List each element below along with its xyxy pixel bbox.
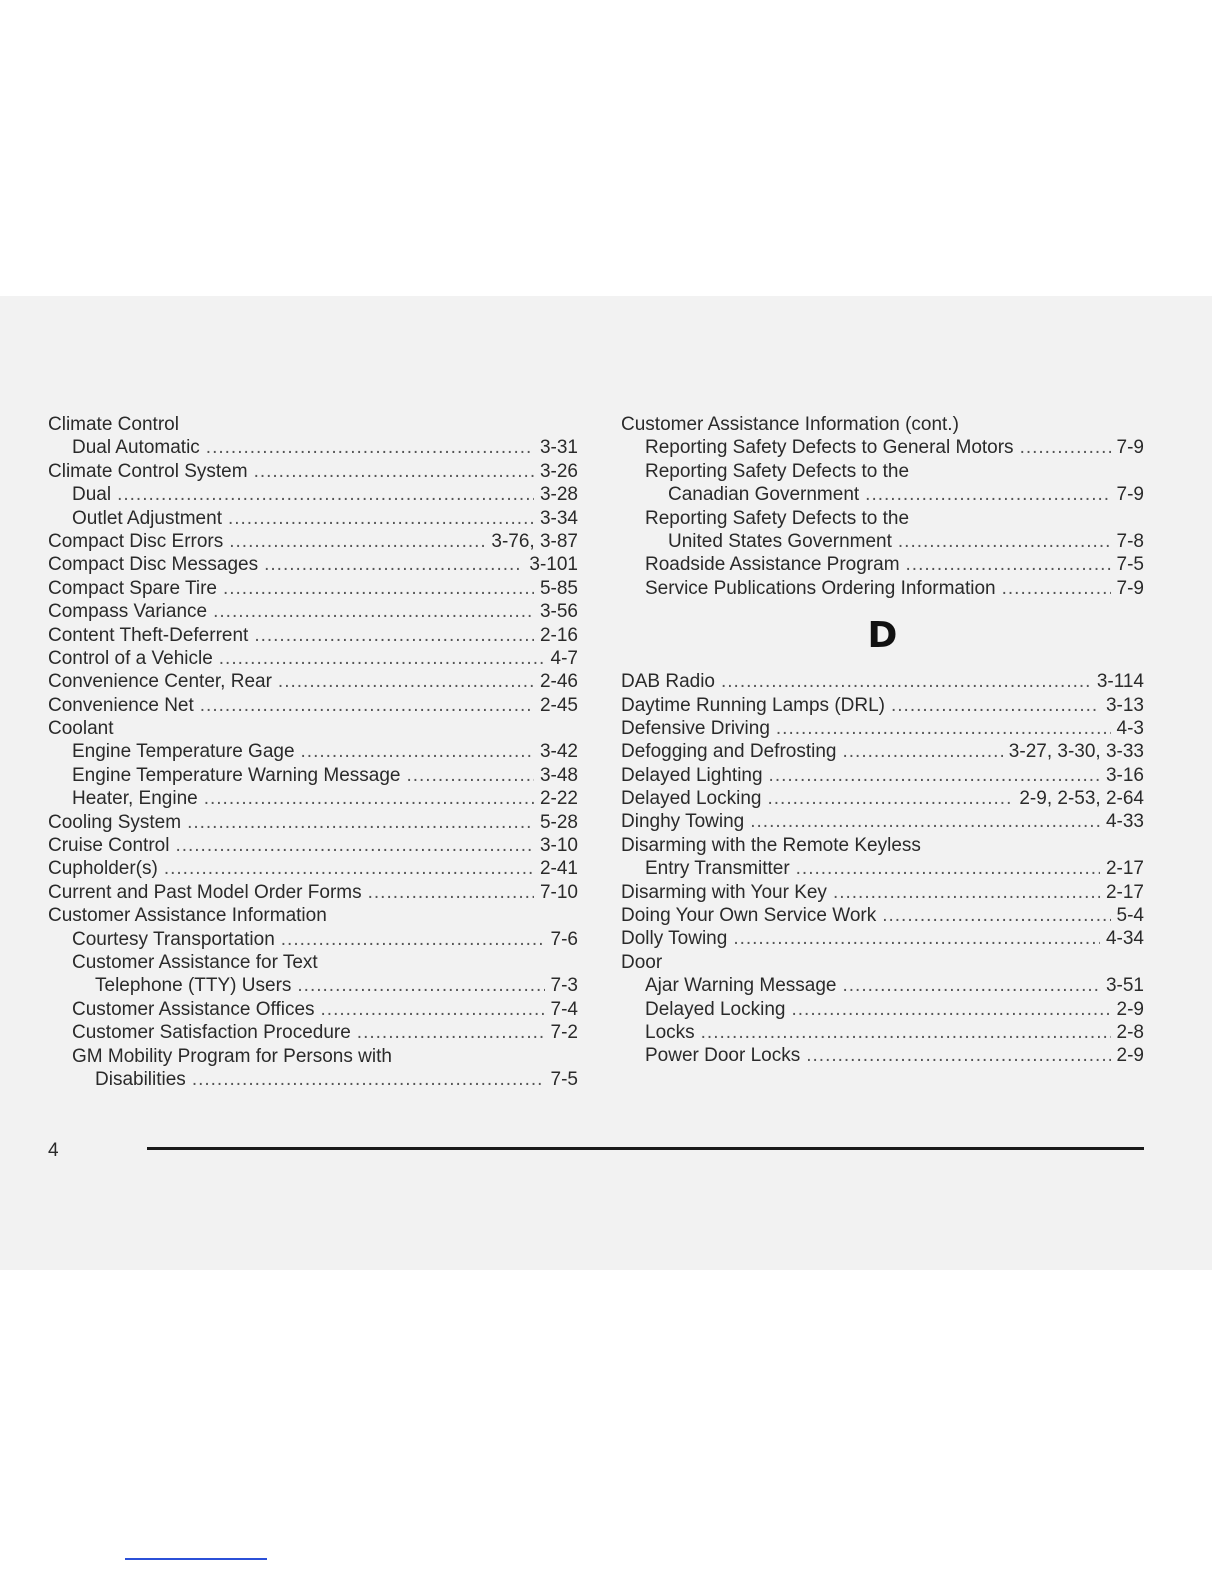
entry-label: Door bbox=[621, 951, 663, 973]
entry-label: Content Theft-Deferrent bbox=[48, 624, 249, 646]
index-entry bbox=[48, 460, 578, 483]
entry-page-reference: 7-5 bbox=[550, 1068, 578, 1090]
index-entry bbox=[621, 904, 1144, 927]
entry-label: Customer Satisfaction Procedure bbox=[72, 1022, 351, 1044]
entry-label: Reporting Safety Defects to the bbox=[645, 460, 910, 482]
bottom-link-underline bbox=[125, 1558, 267, 1560]
dot-leader bbox=[806, 1044, 1110, 1067]
dot-leader bbox=[278, 670, 534, 693]
index-entry bbox=[48, 694, 578, 717]
entry-label: Defogging and Defrosting bbox=[621, 741, 837, 763]
entry-page-reference: 3-56 bbox=[539, 601, 578, 623]
entry-page-reference: 2-17 bbox=[1105, 858, 1144, 880]
index-group-d bbox=[621, 670, 1144, 1068]
dot-leader bbox=[206, 436, 534, 459]
entry-label: Compact Spare Tire bbox=[48, 577, 217, 599]
entry-label: Cupholder(s) bbox=[48, 858, 158, 880]
entry-label: Telephone (TTY) Users bbox=[95, 975, 292, 997]
entry-label: Doing Your Own Service Work bbox=[621, 905, 877, 927]
dot-leader bbox=[701, 1021, 1111, 1044]
entry-page-reference: 2-45 bbox=[539, 694, 578, 716]
index-group-customer-assistance bbox=[621, 413, 1144, 600]
dot-leader bbox=[228, 507, 534, 530]
entry-page-reference: 3-27, 3-30, 3-33 bbox=[1008, 741, 1144, 763]
entry-label: Compact Disc Messages bbox=[48, 554, 259, 576]
index-entry bbox=[48, 717, 578, 740]
index-entry bbox=[48, 998, 578, 1021]
entry-page-reference: 2-46 bbox=[539, 671, 578, 693]
entry-label: Dual bbox=[72, 484, 112, 506]
entry-page-reference: 7-5 bbox=[1116, 554, 1144, 576]
entry-label: Customer Assistance Information (cont.) bbox=[621, 414, 959, 435]
entry-label: Compact Disc Errors bbox=[48, 530, 224, 552]
entry-label: Cruise Control bbox=[48, 835, 170, 857]
entry-label: Disabilities bbox=[95, 1068, 186, 1090]
index-entry bbox=[48, 787, 578, 810]
index-entry bbox=[48, 553, 578, 576]
dot-leader bbox=[796, 857, 1100, 880]
index-entry bbox=[621, 834, 1144, 857]
entry-label: Climate Control System bbox=[48, 460, 248, 482]
entry-page-reference: 3-16 bbox=[1105, 764, 1144, 786]
entry-page-reference: 3-34 bbox=[539, 507, 578, 529]
entry-page-reference: 7-3 bbox=[550, 975, 578, 997]
index-entry bbox=[621, 553, 1144, 576]
index-entry bbox=[621, 413, 1144, 436]
entry-page-reference: 7-4 bbox=[550, 998, 578, 1020]
index-entry bbox=[621, 951, 1144, 974]
entry-label: Coolant bbox=[48, 718, 114, 740]
dot-leader bbox=[213, 600, 534, 623]
entry-page-reference: 3-48 bbox=[539, 764, 578, 786]
entry-label: Entry Transmitter bbox=[645, 858, 790, 880]
entry-label: Heater, Engine bbox=[72, 788, 198, 810]
entry-label: Engine Temperature Gage bbox=[72, 741, 295, 763]
entry-page-reference: 3-42 bbox=[539, 741, 578, 763]
entry-label: Defensive Driving bbox=[621, 717, 770, 739]
index-entry bbox=[621, 483, 1144, 506]
entry-page-reference: 5-4 bbox=[1116, 905, 1144, 927]
index-entry bbox=[621, 974, 1144, 997]
entry-label: United States Government bbox=[668, 530, 892, 552]
entry-page-reference: 2-41 bbox=[539, 858, 578, 880]
entry-page-reference: 3-10 bbox=[539, 835, 578, 857]
dot-leader bbox=[865, 483, 1110, 506]
entry-page-reference: 3-101 bbox=[529, 554, 578, 576]
entry-page-reference: 2-9 bbox=[1116, 998, 1144, 1020]
entry-label: Delayed Locking bbox=[645, 998, 786, 1020]
dot-leader bbox=[254, 624, 534, 647]
entry-page-reference: 3-26 bbox=[539, 460, 578, 482]
entry-page-reference: 7-6 bbox=[550, 928, 578, 950]
entry-label: Dinghy Towing bbox=[621, 811, 745, 833]
index-column-left bbox=[48, 413, 578, 1091]
entry-label: Control of a Vehicle bbox=[48, 647, 213, 669]
entry-page-reference: 5-85 bbox=[539, 577, 578, 599]
entry-label: Locks bbox=[645, 1021, 695, 1043]
dot-leader bbox=[321, 998, 545, 1021]
dot-leader bbox=[891, 694, 1100, 717]
index-entry bbox=[48, 577, 578, 600]
entry-label: Engine Temperature Warning Message bbox=[72, 764, 401, 786]
entry-label: Cooling System bbox=[48, 811, 182, 833]
dot-leader bbox=[1002, 577, 1111, 600]
index-entry bbox=[621, 764, 1144, 787]
section-letter-heading: D bbox=[867, 614, 898, 656]
index-entry bbox=[48, 951, 578, 974]
index-entry bbox=[48, 413, 578, 436]
index-entry bbox=[48, 436, 578, 459]
entry-page-reference: 3-114 bbox=[1096, 671, 1144, 693]
entry-label: Ajar Warning Message bbox=[645, 975, 837, 997]
index-entry bbox=[621, 787, 1144, 810]
entry-label: Convenience Net bbox=[48, 694, 194, 716]
entry-page-reference: 3-31 bbox=[539, 437, 578, 459]
entry-label: Delayed Locking bbox=[621, 788, 762, 810]
entry-label: Service Publications Ordering Information bbox=[645, 577, 996, 599]
dot-leader bbox=[281, 928, 545, 951]
index-entry bbox=[621, 670, 1144, 693]
index-entry bbox=[621, 717, 1144, 740]
entry-page-reference: 5-28 bbox=[539, 811, 578, 833]
index-entry bbox=[621, 694, 1144, 717]
entry-label: Reporting Safety Defects to the bbox=[645, 507, 910, 529]
entry-label: Customer Assistance Offices bbox=[72, 998, 315, 1020]
dot-leader bbox=[204, 787, 534, 810]
entry-label: Courtesy Transportation bbox=[72, 928, 275, 950]
entry-label: Canadian Government bbox=[668, 484, 860, 506]
entry-label: Climate Control bbox=[48, 414, 179, 435]
dot-leader bbox=[767, 787, 1013, 810]
entry-label: Reporting Safety Defects to General Motors bbox=[645, 437, 1014, 459]
entry-label: Daytime Running Lamps (DRL) bbox=[621, 694, 885, 716]
index-entry bbox=[621, 998, 1144, 1021]
dot-leader bbox=[368, 881, 534, 904]
index-entry bbox=[621, 881, 1144, 904]
index-entry bbox=[48, 647, 578, 670]
index-column-right bbox=[621, 413, 1144, 1068]
entry-page-reference: 2-16 bbox=[539, 624, 578, 646]
index-entry bbox=[621, 857, 1144, 880]
entry-label: Disarming with Your Key bbox=[621, 881, 827, 903]
index-entry bbox=[48, 530, 578, 553]
index-entry bbox=[621, 1021, 1144, 1044]
entry-label: Customer Assistance for Text bbox=[72, 951, 318, 973]
index-entry bbox=[48, 507, 578, 530]
entry-label: Roadside Assistance Program bbox=[645, 554, 900, 576]
index-entry bbox=[621, 1044, 1144, 1067]
index-entry bbox=[621, 436, 1144, 459]
index-entry bbox=[48, 764, 578, 787]
index-entry bbox=[621, 810, 1144, 833]
entry-label: GM Mobility Program for Persons with bbox=[72, 1045, 392, 1067]
entry-page-reference: 4-34 bbox=[1105, 928, 1144, 950]
index-entry bbox=[48, 928, 578, 951]
entry-page-reference: 7-9 bbox=[1116, 577, 1144, 599]
dot-leader bbox=[357, 1021, 545, 1044]
entry-page-reference: 2-22 bbox=[539, 788, 578, 810]
dot-leader bbox=[264, 553, 523, 576]
entry-label: Disarming with the Remote Keyless bbox=[621, 834, 921, 856]
index-entry bbox=[621, 740, 1144, 763]
dot-leader bbox=[117, 483, 534, 506]
index-entry bbox=[48, 1068, 578, 1091]
dot-leader bbox=[842, 740, 1002, 763]
index-entry bbox=[621, 530, 1144, 553]
entry-page-reference: 7-8 bbox=[1116, 530, 1144, 552]
dot-leader bbox=[750, 810, 1100, 833]
page-number: 4 bbox=[48, 1140, 59, 1161]
entry-label: Customer Assistance Information bbox=[48, 905, 327, 927]
entry-label: Dual Automatic bbox=[72, 437, 200, 459]
index-entry bbox=[48, 811, 578, 834]
index-entry bbox=[621, 507, 1144, 530]
dot-leader bbox=[769, 764, 1100, 787]
entry-page-reference: 7-9 bbox=[1116, 484, 1144, 506]
index-entry bbox=[48, 600, 578, 623]
index-entry bbox=[48, 1045, 578, 1068]
entry-page-reference: 2-9 bbox=[1116, 1045, 1144, 1067]
entry-label: Outlet Adjustment bbox=[72, 507, 222, 529]
index-entry bbox=[621, 927, 1144, 950]
entry-page-reference: 3-28 bbox=[539, 484, 578, 506]
entry-page-reference: 3-76, 3-87 bbox=[491, 530, 578, 552]
index-entry bbox=[48, 670, 578, 693]
dot-leader bbox=[776, 717, 1111, 740]
entry-label: Current and Past Model Order Forms bbox=[48, 881, 362, 903]
entry-label: Compass Variance bbox=[48, 601, 208, 623]
dot-leader bbox=[192, 1068, 545, 1091]
dot-leader bbox=[200, 694, 534, 717]
dot-leader bbox=[297, 974, 544, 997]
dot-leader bbox=[833, 881, 1100, 904]
dot-leader bbox=[721, 670, 1091, 693]
dot-leader bbox=[898, 530, 1111, 553]
index-entry bbox=[48, 904, 578, 927]
entry-page-reference: 4-33 bbox=[1105, 811, 1144, 833]
dot-leader bbox=[229, 530, 485, 553]
index-entry bbox=[48, 881, 578, 904]
entry-page-reference: 2-8 bbox=[1116, 1021, 1144, 1043]
entry-page-reference: 2-17 bbox=[1105, 881, 1144, 903]
dot-leader bbox=[406, 764, 534, 787]
entry-page-reference: 7-9 bbox=[1116, 437, 1144, 459]
dot-leader bbox=[223, 577, 534, 600]
index-entry bbox=[48, 483, 578, 506]
footer-rule bbox=[147, 1147, 1144, 1150]
entry-page-reference: 7-2 bbox=[550, 1022, 578, 1044]
entry-label: DAB Radio bbox=[621, 671, 715, 693]
index-entry bbox=[48, 834, 578, 857]
entry-label: Power Door Locks bbox=[645, 1045, 801, 1067]
entry-label: Dolly Towing bbox=[621, 928, 728, 950]
dot-leader bbox=[164, 857, 534, 880]
index-entry bbox=[621, 577, 1144, 600]
dot-leader bbox=[301, 740, 534, 763]
entry-page-reference: 3-51 bbox=[1105, 975, 1144, 997]
dot-leader bbox=[254, 460, 534, 483]
entry-label: Convenience Center, Rear bbox=[48, 671, 272, 693]
index-entry bbox=[48, 624, 578, 647]
entry-page-reference: 2-9, 2-53, 2-64 bbox=[1019, 788, 1144, 810]
dot-leader bbox=[882, 904, 1110, 927]
entry-page-reference: 4-3 bbox=[1116, 717, 1144, 739]
index-entry bbox=[621, 460, 1144, 483]
dot-leader bbox=[187, 811, 534, 834]
entry-page-reference: 3-13 bbox=[1105, 694, 1144, 716]
dot-leader bbox=[733, 927, 1100, 950]
dot-leader bbox=[1020, 436, 1111, 459]
index-entry bbox=[48, 974, 578, 997]
index-entry bbox=[48, 1021, 578, 1044]
dot-leader bbox=[175, 834, 534, 857]
dot-leader bbox=[842, 974, 1099, 997]
entry-page-reference: 4-7 bbox=[550, 647, 578, 669]
entry-label: Delayed Lighting bbox=[621, 764, 763, 786]
dot-leader bbox=[906, 553, 1111, 576]
index-entry bbox=[48, 857, 578, 880]
entry-page-reference: 7-10 bbox=[539, 881, 578, 903]
index-entry bbox=[48, 740, 578, 763]
dot-leader bbox=[791, 998, 1110, 1021]
dot-leader bbox=[219, 647, 545, 670]
